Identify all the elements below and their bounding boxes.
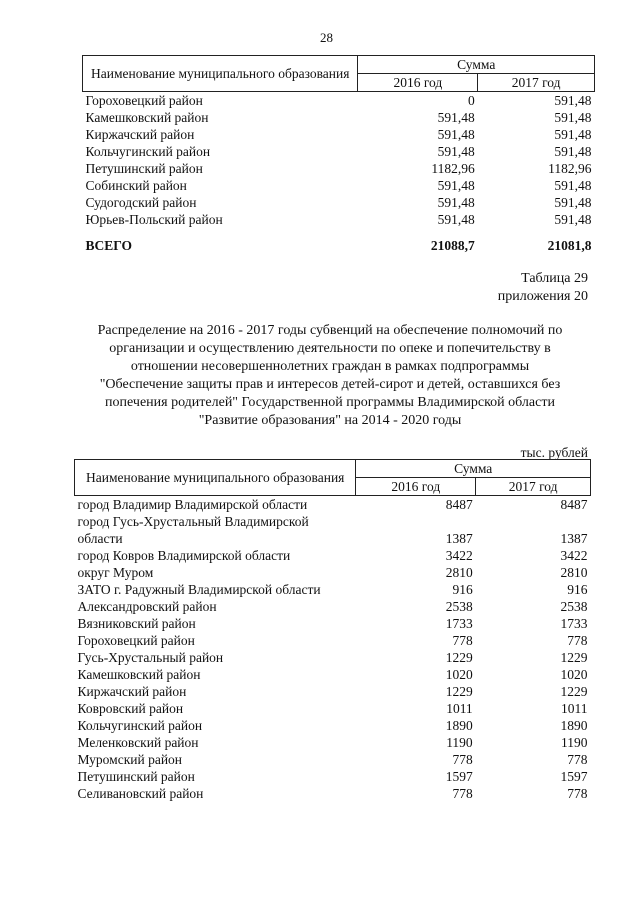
table-1-header-sum: Сумма	[358, 56, 595, 74]
value-2016: 8487	[445, 497, 473, 512]
title-line: организации и осуществлению деятельности по опеке и попечительству в	[109, 341, 551, 356]
title-line: "Обеспечение защиты прав и интересов детей-сирот и детей, оставшихся без	[99, 377, 561, 392]
value-2016: 1733	[445, 616, 473, 631]
value-2017: 778	[567, 752, 588, 767]
value-2016: 591,48	[437, 144, 475, 159]
table-2-row	[75, 632, 591, 649]
table-2-row	[75, 751, 591, 768]
table-2-row	[75, 547, 591, 564]
municipality-name: Киржачский район	[85, 127, 195, 142]
municipality-name: Вязниковский район	[77, 616, 196, 631]
value-2016: 1020	[445, 667, 473, 682]
units-label: тыс. рублей	[520, 445, 588, 460]
municipality-name: Меленковский район	[77, 735, 199, 750]
table-1-row	[83, 211, 595, 228]
value-2017: 3422	[560, 548, 588, 563]
value-2017: 1190	[561, 735, 588, 750]
value-2017: 2538	[560, 599, 588, 614]
table-2-header-name: Наименование муниципального образования	[75, 460, 356, 496]
value-2016: 591,48	[437, 195, 475, 210]
municipality-name: Ковровский район	[77, 701, 184, 716]
page-number: 28	[320, 30, 333, 45]
value-2016: 2810	[445, 565, 473, 580]
municipality-name: Гороховецкий район	[77, 633, 195, 648]
municipality-name: Собинский район	[85, 178, 187, 193]
municipality-name: Судогодский район	[85, 195, 197, 210]
value-2017: 591,48	[554, 110, 592, 125]
table-2-row	[75, 649, 591, 666]
table-1-row	[83, 92, 595, 110]
value-2016: 1182,96	[431, 161, 475, 176]
value-2017: 591,48	[554, 212, 592, 227]
value-2016: 591,48	[437, 178, 475, 193]
municipality-name: город Ковров Владимирской области	[77, 548, 291, 563]
table-2-row	[75, 666, 591, 683]
value-2017: 916	[567, 582, 588, 597]
title-line: "Развитие образования" на 2014 - 2020 годы	[198, 413, 462, 428]
municipality-name: Петушинский район	[85, 161, 203, 176]
table-2-row	[75, 785, 591, 802]
table-1-header-name: Наименование муниципального образования	[83, 56, 358, 92]
municipality-name: Камешковский район	[85, 110, 209, 125]
table-2-header-2017: 2017 год	[476, 478, 591, 496]
value-2016: 591,48	[437, 110, 475, 125]
value-2017: 1020	[560, 667, 588, 682]
table-1-total-2017: 21081,8	[547, 238, 592, 253]
table-1-row	[83, 109, 595, 126]
value-2017: 1182,96	[548, 161, 592, 176]
value-2016: 1229	[445, 684, 473, 699]
title-line: попечения родителей" Государственной программы Владимирской области	[105, 395, 555, 410]
title-line: отношении несовершеннолетних граждан в рамках подпрограммы	[130, 359, 530, 374]
municipality-name: Кольчугинский район	[85, 144, 211, 159]
table-2-row	[75, 496, 591, 514]
value-2016: 591,48	[437, 212, 475, 227]
municipality-name: Кольчугинский район	[77, 718, 203, 733]
value-2016: 778	[452, 786, 473, 801]
value-2017: 591,48	[554, 195, 592, 210]
value-2016: 1387	[445, 531, 473, 546]
table-1-body	[83, 92, 595, 229]
table-2-row	[75, 564, 591, 581]
table-1-header-2016: 2016 год	[358, 74, 478, 92]
value-2016: 916	[452, 582, 473, 597]
value-2016: 591,48	[437, 127, 475, 142]
value-2017: 778	[567, 633, 588, 648]
municipality-name: город Гусь-Хрустальный Владимирской области	[77, 514, 309, 546]
municipality-name: Селивановский район	[77, 786, 204, 801]
value-2017: 1229	[560, 650, 588, 665]
municipality-name: Камешковский район	[77, 667, 201, 682]
value-2016: 0	[467, 93, 475, 108]
table-caption	[498, 270, 588, 306]
value-2017: 1733	[560, 616, 588, 631]
table-1-total-label: ВСЕГО	[85, 238, 133, 253]
table-2-row	[75, 768, 591, 785]
value-2017: 1011	[561, 701, 588, 716]
value-2017: 8487	[560, 497, 588, 512]
municipality-name: Петушинский район	[77, 769, 195, 784]
value-2017: 1387	[560, 531, 588, 546]
caption-line-2: приложения 20	[497, 289, 588, 304]
table-1-row	[83, 160, 595, 177]
table-2-header-2016: 2016 год	[356, 478, 476, 496]
table-2-row	[75, 734, 591, 751]
value-2017: 1229	[560, 684, 588, 699]
table-2-header-sum: Сумма	[356, 460, 591, 478]
municipality-name: Киржачский район	[77, 684, 187, 699]
municipality-name: ЗАТО г. Радужный Владимирской области	[77, 582, 321, 597]
document-title	[70, 322, 590, 430]
value-2016: 778	[452, 752, 473, 767]
value-2017: 591,48	[554, 144, 592, 159]
value-2016: 1190	[446, 735, 473, 750]
municipality-name: город Владимир Владимирской области	[77, 497, 308, 512]
value-2016: 1011	[446, 701, 473, 716]
table-1-total-2016: 21088,7	[430, 238, 475, 253]
value-2017: 2810	[560, 565, 588, 580]
value-2016: 778	[452, 633, 473, 648]
caption-line-1: Таблица 29	[521, 271, 588, 286]
value-2016: 2538	[445, 599, 473, 614]
value-2017: 591,48	[554, 93, 592, 108]
table-2-row	[75, 683, 591, 700]
table-1-row	[83, 126, 595, 143]
table-1	[82, 55, 595, 254]
table-1-row	[83, 143, 595, 160]
value-2017: 1890	[560, 718, 588, 733]
municipality-name: Гороховецкий район	[85, 93, 203, 108]
table-2-row	[75, 717, 591, 734]
table-2-row	[75, 700, 591, 717]
table-2-row	[75, 581, 591, 598]
value-2016: 1229	[445, 650, 473, 665]
table-1-header-2017: 2017 год	[478, 74, 595, 92]
value-2016: 3422	[445, 548, 473, 563]
municipality-name: Гусь-Хрустальный район	[77, 650, 224, 665]
table-2-body	[75, 496, 591, 803]
table-1-row	[83, 177, 595, 194]
value-2017: 591,48	[554, 178, 592, 193]
table-2-row	[75, 513, 591, 547]
municipality-name: Муромский район	[77, 752, 183, 767]
table-2	[74, 459, 591, 802]
table-2-row	[75, 598, 591, 615]
title-line: Распределение на 2016 - 2017 годы субвенций на обеспечение полномочий по	[97, 323, 563, 338]
value-2016: 1890	[445, 718, 473, 733]
value-2017: 778	[567, 786, 588, 801]
value-2017: 1597	[560, 769, 588, 784]
municipality-name: Юрьев-Польский район	[85, 212, 223, 227]
table-1-total-row	[83, 228, 595, 254]
municipality-name: округ Муром	[77, 565, 154, 580]
table-2-row	[75, 615, 591, 632]
table-1-row	[83, 194, 595, 211]
municipality-name: Александровский район	[77, 599, 217, 614]
value-2016: 1597	[445, 769, 473, 784]
value-2017: 591,48	[554, 127, 592, 142]
